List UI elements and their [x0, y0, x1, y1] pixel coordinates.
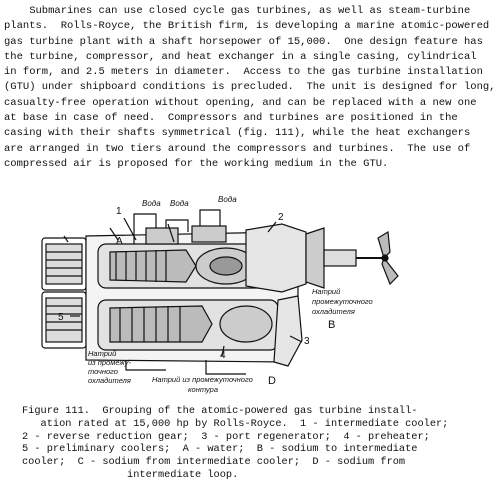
left-note-line-4: охладителя [88, 376, 131, 385]
label-B: B [328, 319, 336, 331]
body-line: Submarines can use closed cycle gas turbines, as well as steam-turbine [4, 5, 471, 17]
body-line: compressed air is proposed for the working medium in the GTU. [4, 157, 389, 170]
caption-line: ation rated at 15,000 hp by Rolls-Royce. 1 - intermediate cooler; [22, 417, 449, 430]
label-A: A [116, 236, 123, 247]
label-5: 5 [58, 312, 64, 323]
label-4: 4 [220, 350, 226, 361]
label-voda-1: Вода [142, 199, 161, 208]
label-voda-3: Вода [218, 195, 237, 204]
left-note-line-3: точного [88, 367, 118, 376]
body-line: plants. Rolls-Royce, the British firm, is developing a marine atomic-powered [4, 20, 490, 33]
body-line: gas turbine plant with a shaft horsepower of 15,000. One design feature has [4, 35, 483, 48]
body-line: (GTU) under shipboard conditions is precluded. The unit is designed for long, [4, 81, 496, 94]
caption-line: intermediate loop. [22, 468, 239, 481]
turbine-cutaway-drawing [6, 192, 494, 398]
label-3: 3 [304, 336, 310, 347]
body-line: casing with their shafts symmetrical (fig. 111), while the heat exchangers [4, 127, 471, 140]
body-line: casualty-free operation without opening, and can be replaced with a new one [4, 96, 477, 109]
body-line: at base in case of need. Compressors and turbines are positioned in the [4, 112, 458, 125]
caption-line: Figure 111. Grouping of the atomic-powered gas turbine install- [22, 405, 418, 417]
right-note-line-3: охладителя [312, 307, 355, 316]
label-D: D [268, 375, 276, 387]
label-1: 1 [116, 206, 122, 217]
body-line: are arranged in two tiers around the compressors and turbines. The use of [4, 142, 471, 155]
body-paragraph [4, 4, 496, 172]
right-note-line-1: Натрий [312, 287, 341, 296]
left-note-line-1: Натрий [88, 349, 117, 358]
bottom-note-line-2: контура [188, 385, 219, 394]
bottom-note-line-1: Натрий из промежуточного [152, 375, 253, 384]
label-2: 2 [278, 212, 284, 223]
caption-line: 5 - preliminary coolers; A - water; B - sodium to intermediate [22, 443, 418, 456]
label-voda-2: Вода [170, 199, 189, 208]
body-line: in form, and 2.5 meters in diameter. Access to the gas turbine installation [4, 66, 483, 79]
left-note-line-2: из промежу- [88, 358, 131, 367]
body-line: the turbine, compressor, and heat exchanger in a single casing, cylindrical [4, 50, 477, 63]
right-note-line-2: промежуточного [312, 297, 373, 306]
caption-line: cooler; C - sodium from intermediate cooler; D - sodium from [22, 456, 406, 469]
figure-caption [22, 405, 492, 482]
turbine-plant-figure [6, 192, 494, 398]
caption-line: 2 - reverse reduction gear; 3 - port regenerator; 4 - preheater; [22, 430, 430, 443]
